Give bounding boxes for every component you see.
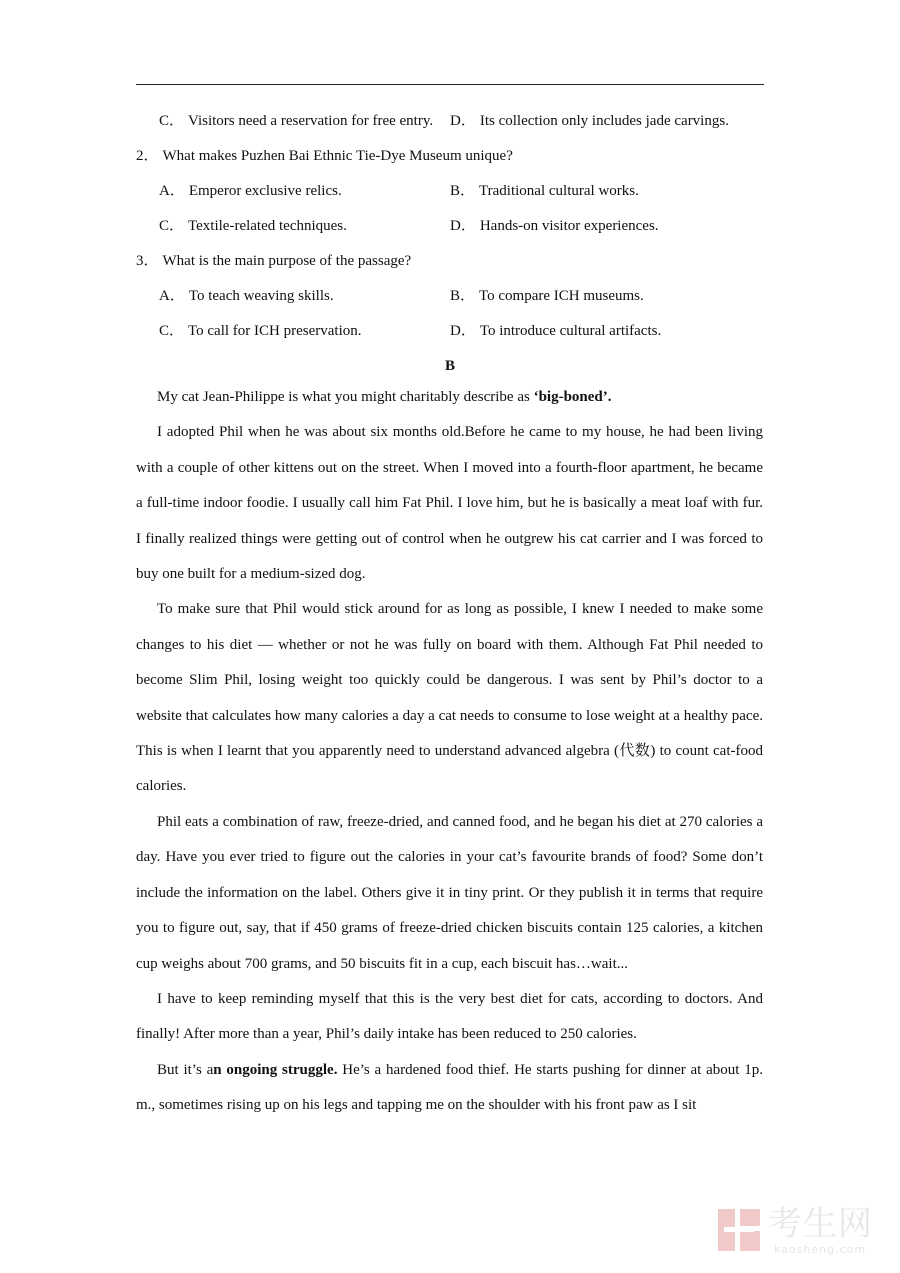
q3-option-c[interactable]: [159, 321, 362, 341]
option-text: Emperor exclusive relics.: [188, 183, 342, 199]
paragraph-1-bold: ‘big-boned’.: [533, 389, 612, 405]
watermark-brand: 考生网: [768, 1204, 873, 1244]
section-heading: B: [444, 358, 455, 374]
q2-option-c[interactable]: [159, 216, 347, 236]
option-letter: D．: [450, 113, 476, 129]
option-text: To introduce cultural artifacts.: [479, 323, 662, 339]
option-text: Its collection only includes jade carvings.: [479, 113, 729, 129]
paragraph-5: I have to keep reminding myself that this is the very best diet for cats, according to doctors. And finally! After more than a year, Phil’s daily intake has been reduced to 250 calories.: [136, 990, 763, 1043]
watermark: [716, 1205, 878, 1257]
q3-option-d[interactable]: [450, 321, 661, 341]
question-text: What is the main purpose of the passage?: [162, 253, 412, 269]
paragraph-1-text: My cat Jean-Philippe is what you might charitably describe as: [157, 389, 534, 405]
option-letter: D．: [450, 218, 476, 234]
option-text: To call for ICH preservation.: [188, 323, 362, 339]
paragraph-2: I adopted Phil when he was about six months old.Before he came to my house, he had been living with a couple of other kittens out on the street. When I moved into a fourth-floor apartment, he became a full-time indoor foodie. I usually call him Fat Phil. I love him, but he is basically a meat loaf with fur. I finally realized things were getting out of control when he outgrew his cat carrier and I was forced to buy one built for a medium-sized dog.: [136, 424, 763, 583]
paragraph-6-bold: n ongoing struggle.: [213, 1061, 338, 1078]
option-text: Hands-on visitor experiences.: [479, 218, 659, 234]
option-letter: C．: [159, 218, 185, 234]
q3-option-b[interactable]: [450, 286, 644, 306]
question-number: 3．: [136, 253, 159, 269]
q2-option-a[interactable]: [159, 181, 342, 201]
question-number: 2．: [136, 148, 159, 164]
option-text: To teach weaving skills.: [188, 288, 334, 304]
question-2: [136, 146, 513, 166]
option-text: Visitors need a reservation for free entry.: [188, 113, 434, 129]
question-3: [136, 251, 411, 271]
watermark-site: kaosheng.com: [774, 1243, 867, 1256]
paragraph-6-text-end: He’s a hardened food thief. He starts pushing for dinner at about 1p. m., sometimes rising up on his legs and tapping me on the shoulder with his front paw as I sit: [136, 1061, 764, 1114]
paragraph-4: Phil eats a combination of raw, freeze-dried, and canned food, and he began his diet at 270 calories a day. Have you ever tried to figure out the calories in your cat’s favourite brands of food? Some don’t include the information on the label. Others give it in tiny print. Or they publish it in terms that require you to figure out, say, that if 450 grams of freeze-dried chicken biscuits contain 125 calories, a kitchen cup weighs about 700 grams, and 50 biscuits fit in a cup, each biscuit has…wait...: [136, 813, 763, 972]
option-letter: D．: [450, 323, 476, 339]
option-letter: A．: [159, 288, 185, 304]
paragraph-1: [136, 380, 763, 415]
option-letter: A．: [159, 183, 185, 199]
kaosheng-logo-icon: [716, 1207, 762, 1253]
paragraph-6-text: But it’s a: [157, 1061, 214, 1078]
q1-option-c[interactable]: [159, 111, 433, 131]
question-text: What makes Puzhen Bai Ethnic Tie-Dye Museum unique?: [162, 148, 513, 164]
header-rule: [136, 84, 764, 85]
paragraph-3: To make sure that Phil would stick around for as long as possible, I knew I needed to make some changes to his diet — whether or not he was fully on board with them. Although Fat Phil needed to become Slim Phil, losing weight too quickly could be dangerous. I was sent by Phil’s doctor to a website that calculates how many calories a day a cat needs to consume to lose weight at a healthy pace. This is when I learnt that you apparently need to understand advanced algebra (代数) to count cat-food calories.: [136, 601, 763, 795]
q3-option-a[interactable]: [159, 286, 334, 306]
option-text: Textile-related techniques.: [188, 218, 347, 234]
q1-option-d[interactable]: [450, 111, 729, 131]
option-text: To compare ICH museums.: [479, 288, 644, 304]
option-letter: C．: [159, 323, 185, 339]
q2-option-d[interactable]: [450, 216, 659, 236]
option-letter: B．: [450, 288, 476, 304]
option-letter: C．: [159, 113, 185, 129]
q2-option-b[interactable]: [450, 181, 639, 201]
passage: [136, 380, 763, 1124]
option-text: Traditional cultural works.: [479, 183, 639, 199]
option-letter: B．: [450, 183, 476, 199]
paragraph-6: [136, 1053, 763, 1124]
